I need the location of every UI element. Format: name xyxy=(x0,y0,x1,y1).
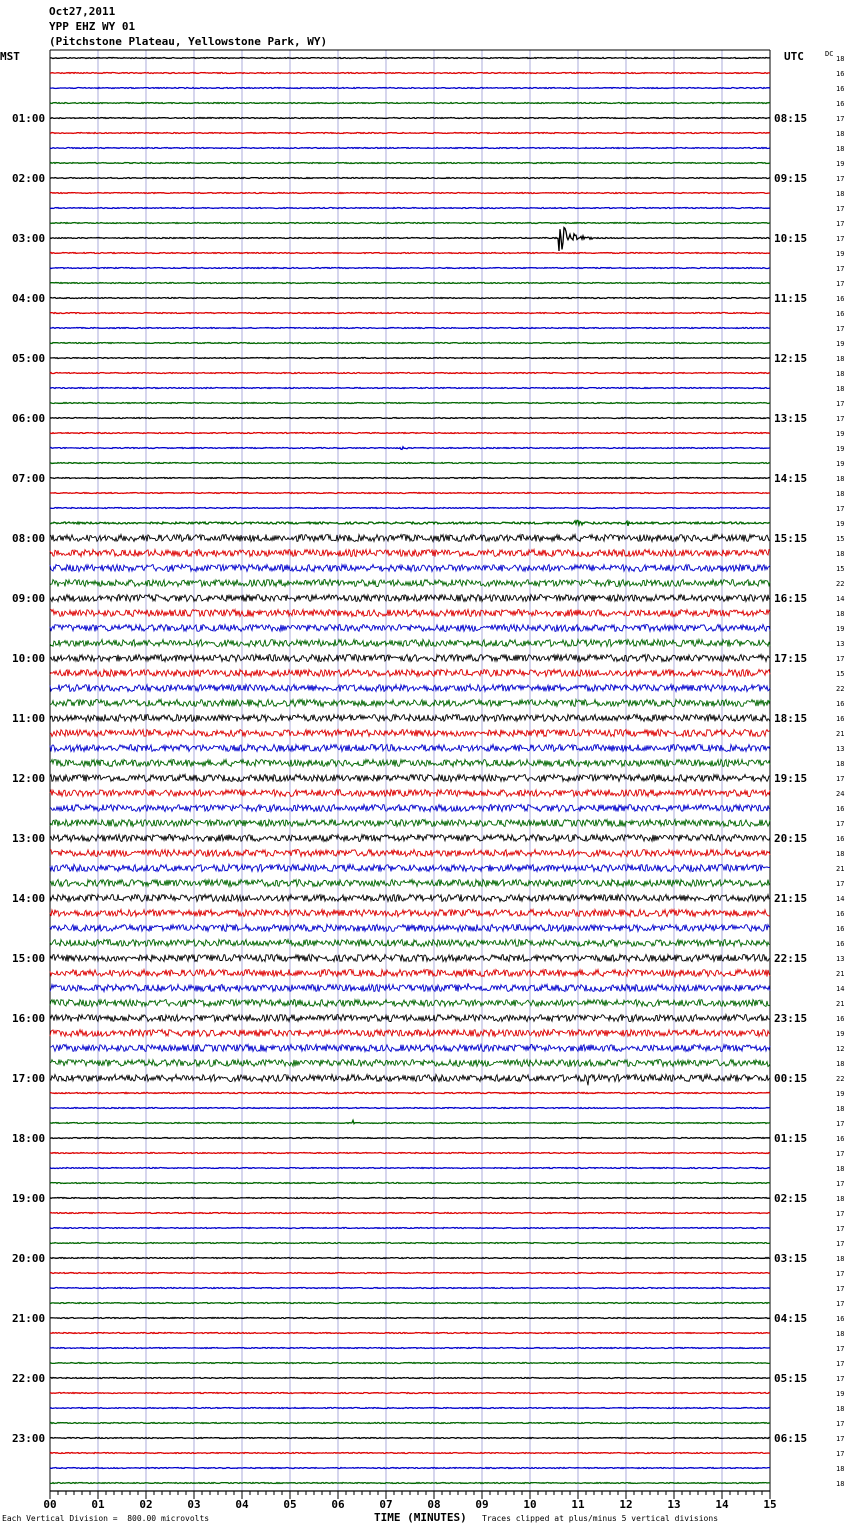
trace-row xyxy=(50,418,770,419)
utc-hour-label: 05:15 xyxy=(774,1372,808,1385)
trace-row xyxy=(50,1408,770,1409)
x-tick-label: 08 xyxy=(427,1498,441,1511)
dc-offset-label: 21 xyxy=(836,970,845,978)
dc-offset-label: 13 xyxy=(836,640,845,648)
trace-row xyxy=(50,1333,770,1334)
trace-row xyxy=(50,1108,770,1109)
trace-row xyxy=(50,223,770,224)
dc-offset-label: 13 xyxy=(836,955,845,963)
utc-hour-label: 12:15 xyxy=(774,352,808,365)
dc-offset-label: 17 xyxy=(836,220,845,228)
trace-row xyxy=(50,163,770,164)
trace-row xyxy=(50,1273,770,1274)
trace-row xyxy=(50,910,770,917)
utc-hour-label: 19:15 xyxy=(774,772,808,785)
dc-offset-label: 18 xyxy=(836,1165,845,1173)
mst-hour-label: 06:00 xyxy=(12,412,46,425)
dc-offset-label: 17 xyxy=(836,1420,845,1428)
trace-row xyxy=(50,1168,770,1169)
dc-offset-label: 16 xyxy=(836,310,845,318)
dc-offset-label: 17 xyxy=(836,775,845,783)
dc-offset-label: 17 xyxy=(836,265,845,273)
dc-offset-label: 16 xyxy=(836,910,845,918)
dc-offset-label: 14 xyxy=(836,595,845,603)
trace-row xyxy=(50,373,770,374)
dc-offset-label: 18 xyxy=(836,1465,845,1473)
mst-hour-label: 08:00 xyxy=(12,532,46,545)
trace-row xyxy=(50,865,770,872)
dc-offset-label: 15 xyxy=(836,670,845,678)
dc-offset-label: 18 xyxy=(836,1195,845,1203)
dc-offset-label: 17 xyxy=(836,1435,845,1443)
dc-offset-label: 24 xyxy=(836,790,845,798)
dc-offset-label: 17 xyxy=(836,415,845,423)
dc-offset-label: 19 xyxy=(836,460,845,468)
trace-row xyxy=(50,58,770,59)
trace-row xyxy=(50,253,770,254)
dc-offset-label: 19 xyxy=(836,430,845,438)
dc-offset-label: 14 xyxy=(836,895,845,903)
trace-row xyxy=(50,970,770,977)
station-location: (Pitchstone Plateau, Yellowstone Park, WY) xyxy=(49,35,328,48)
trace-row xyxy=(50,880,770,887)
x-tick-label: 13 xyxy=(667,1498,681,1511)
trace-row xyxy=(50,925,770,932)
dc-offset-label: 16 xyxy=(836,70,845,78)
dc-offset-label: 16 xyxy=(836,1015,845,1023)
trace-row xyxy=(50,1045,770,1052)
dc-offset-label: 16 xyxy=(836,100,845,108)
dc-offset-label: 17 xyxy=(836,1180,845,1188)
x-tick-label: 11 xyxy=(571,1498,585,1511)
trace-row xyxy=(50,118,770,119)
x-tick-label: 12 xyxy=(619,1498,633,1511)
dc-offset-label: 16 xyxy=(836,715,845,723)
mst-hour-label: 07:00 xyxy=(12,472,46,485)
dc-offset-label: 21 xyxy=(836,1000,845,1008)
dc-offset-label: 17 xyxy=(836,1345,845,1353)
utc-hour-label: 09:15 xyxy=(774,172,808,185)
dc-offset-label: 17 xyxy=(836,325,845,333)
dc-offset-label: 21 xyxy=(836,865,845,873)
trace-row xyxy=(50,670,770,677)
trace-row xyxy=(50,178,770,179)
dc-offset-label: 19 xyxy=(836,1090,845,1098)
trace-row xyxy=(50,715,770,722)
dc-offset-label: 21 xyxy=(836,730,845,738)
trace-row xyxy=(50,1363,770,1364)
mst-hour-label: 18:00 xyxy=(12,1132,46,1145)
trace-row xyxy=(50,208,770,209)
minute-grid xyxy=(50,50,770,1491)
dc-offset-label: 17 xyxy=(836,400,845,408)
dc-offset-label: 18 xyxy=(836,760,845,768)
dc-offset-label: 17 xyxy=(836,235,845,243)
scale-note: Each Vertical Division = 800.00 microvolts xyxy=(2,1514,210,1523)
trace-row xyxy=(50,520,770,525)
dc-offset-label: 16 xyxy=(836,925,845,933)
dc-offset-label: 17 xyxy=(836,280,845,288)
trace-row xyxy=(50,1060,770,1067)
dc-offset-label: 18 xyxy=(836,130,845,138)
trace-row xyxy=(50,640,770,647)
trace-row xyxy=(50,940,770,947)
mst-hour-label: 04:00 xyxy=(12,292,46,305)
dc-offset-label: 19 xyxy=(836,1390,845,1398)
trace-row xyxy=(50,790,770,797)
dc-offset-label: 16 xyxy=(836,835,845,843)
trace-row xyxy=(50,298,770,299)
mst-hour-label: 12:00 xyxy=(12,772,46,785)
trace-row xyxy=(50,745,770,752)
trace-row xyxy=(50,1030,770,1037)
dc-offset-label: 13 xyxy=(836,745,845,753)
dc-offset-label: 16 xyxy=(836,295,845,303)
trace-row xyxy=(50,760,770,767)
mst-hour-label: 17:00 xyxy=(12,1072,46,1085)
trace-row xyxy=(50,805,770,812)
utc-hour-label: 11:15 xyxy=(774,292,808,305)
trace-row xyxy=(50,685,770,692)
trace-row xyxy=(50,1092,770,1093)
dc-offset-label: 17 xyxy=(836,1210,845,1218)
dc-offset-label: 18 xyxy=(836,145,845,153)
dc-offset-label: 16 xyxy=(836,1315,845,1323)
trace-row xyxy=(50,983,770,991)
trace-row xyxy=(50,148,770,149)
trace-row xyxy=(50,955,770,962)
trace-row xyxy=(50,625,770,632)
dc-offset-label: 17 xyxy=(836,1375,845,1383)
utc-hour-label: 04:15 xyxy=(774,1312,808,1325)
dc-axis-label: DC xyxy=(825,50,834,58)
trace-row xyxy=(50,388,770,389)
mst-axis-label: MST xyxy=(0,50,20,63)
trace-row xyxy=(50,403,770,404)
utc-hour-label: 01:15 xyxy=(774,1132,808,1145)
mst-hour-label: 02:00 xyxy=(12,172,46,185)
dc-offset-label: 15 xyxy=(836,565,845,573)
trace-row xyxy=(50,1015,770,1022)
trace-row xyxy=(50,535,770,542)
x-tick-label: 01 xyxy=(91,1498,105,1511)
utc-hour-label: 22:15 xyxy=(774,952,808,965)
trace-row xyxy=(50,313,770,314)
trace-row xyxy=(50,343,770,344)
dc-offset-label: 17 xyxy=(836,115,845,123)
utc-hour-label: 14:15 xyxy=(774,472,808,485)
utc-hour-label: 16:15 xyxy=(774,592,808,605)
trace-row xyxy=(50,1000,770,1007)
utc-hour-label: 06:15 xyxy=(774,1432,808,1445)
mst-hour-label: 23:00 xyxy=(12,1432,46,1445)
utc-hour-label: 17:15 xyxy=(774,652,808,665)
trace-row xyxy=(50,1303,770,1304)
dc-offset-label: 19 xyxy=(836,520,845,528)
dc-offset-label: 18 xyxy=(836,355,845,363)
x-tick-label: 07 xyxy=(379,1498,393,1511)
trace-row xyxy=(50,268,770,269)
dc-offset-label: 18 xyxy=(836,1480,845,1488)
x-tick-label: 04 xyxy=(235,1498,249,1511)
x-axis-title: TIME (MINUTES) xyxy=(374,1511,467,1524)
trace-row xyxy=(50,580,770,587)
mst-hour-label: 01:00 xyxy=(12,112,46,125)
dc-offset-label: 17 xyxy=(836,1225,845,1233)
dc-offset-label: 18 xyxy=(836,850,845,858)
trace-row xyxy=(50,565,770,572)
trace-row xyxy=(50,655,770,662)
trace-row xyxy=(50,1393,770,1394)
dc-offset-label: 18 xyxy=(836,475,845,483)
dc-offset-label: 17 xyxy=(836,175,845,183)
trace-row xyxy=(50,1468,770,1469)
trace-row xyxy=(50,478,770,479)
dc-offset-label: 18 xyxy=(836,1330,845,1338)
mst-hour-label: 20:00 xyxy=(12,1252,46,1265)
utc-hour-label: 20:15 xyxy=(774,832,808,845)
trace-row xyxy=(50,1120,770,1123)
clip-note: Traces clipped at plus/minus 5 vertical divisions xyxy=(482,1514,719,1523)
mst-hour-label: 16:00 xyxy=(12,1012,46,1025)
trace-row xyxy=(50,1348,770,1349)
dc-offset-label: 17 xyxy=(836,655,845,663)
mst-hour-label: 21:00 xyxy=(12,1312,46,1325)
x-tick-label: 02 xyxy=(139,1498,153,1511)
dc-offset-label: 17 xyxy=(836,820,845,828)
dc-offset-label: 18 xyxy=(836,370,845,378)
mst-hour-label: 15:00 xyxy=(12,952,46,965)
x-tick-label: 06 xyxy=(331,1498,345,1511)
mst-hour-label: 14:00 xyxy=(12,892,46,905)
trace-row xyxy=(50,1423,770,1424)
x-tick-label: 05 xyxy=(283,1498,297,1511)
dc-offset-label: 19 xyxy=(836,1030,845,1038)
trace-row xyxy=(50,895,770,902)
dc-offset-label: 17 xyxy=(836,1450,845,1458)
trace-row xyxy=(50,1075,770,1086)
dc-offset-label: 22 xyxy=(836,1075,845,1083)
trace-row xyxy=(50,1198,770,1199)
dc-offset-label: 18 xyxy=(836,190,845,198)
trace-row xyxy=(50,775,770,782)
mst-hour-label: 09:00 xyxy=(12,592,46,605)
dc-offset-label: 12 xyxy=(836,1045,845,1053)
utc-hour-label: 08:15 xyxy=(774,112,808,125)
dc-offset-label: 18 xyxy=(836,1105,845,1113)
trace-row xyxy=(50,1183,770,1184)
dc-offset-label: 16 xyxy=(836,805,845,813)
dc-offset-label: 22 xyxy=(836,685,845,693)
dc-offset-label: 19 xyxy=(836,160,845,168)
trace-row xyxy=(50,820,770,827)
trace-row xyxy=(50,835,770,842)
dc-offset-label: 17 xyxy=(836,1240,845,1248)
trace-row xyxy=(50,463,770,464)
trace-row xyxy=(50,283,770,284)
x-tick-label: 15 xyxy=(763,1498,777,1511)
dc-offset-label: 18 xyxy=(836,610,845,618)
trace-row xyxy=(50,700,770,707)
trace-row xyxy=(50,1288,770,1289)
x-tick-label: 03 xyxy=(187,1498,201,1511)
trace-row xyxy=(50,1453,770,1454)
dc-offset-label: 17 xyxy=(836,880,845,888)
trace-row xyxy=(50,103,770,104)
trace-row xyxy=(50,1258,770,1259)
chart-date: Oct27,2011 xyxy=(49,5,116,18)
x-tick-label: 10 xyxy=(523,1498,537,1511)
dc-offset-label: 19 xyxy=(836,340,845,348)
utc-hour-label: 10:15 xyxy=(774,232,808,245)
trace-row xyxy=(50,73,770,74)
x-tick-label: 14 xyxy=(715,1498,729,1511)
utc-hour-label: 02:15 xyxy=(774,1192,808,1205)
dc-offset-label: 18 xyxy=(836,1060,845,1068)
utc-axis-label: UTC xyxy=(784,50,804,63)
x-tick-label: 00 xyxy=(43,1498,57,1511)
dc-offset-label: 17 xyxy=(836,205,845,213)
mst-hour-label: 05:00 xyxy=(12,352,46,365)
trace-row xyxy=(50,1153,770,1154)
trace-rows xyxy=(50,58,770,1484)
trace-row xyxy=(50,88,770,89)
trace-row xyxy=(50,1318,770,1319)
dc-offset-label: 16 xyxy=(836,940,845,948)
mst-hour-label: 03:00 xyxy=(12,232,46,245)
dc-offset-label: 19 xyxy=(836,445,845,453)
mst-hour-label: 22:00 xyxy=(12,1372,46,1385)
trace-row xyxy=(50,1243,770,1244)
mst-hour-label: 10:00 xyxy=(12,652,46,665)
dc-offset-label: 19 xyxy=(836,250,845,258)
trace-row xyxy=(50,228,770,252)
dc-offset-label: 22 xyxy=(836,580,845,588)
dc-offset-label: 17 xyxy=(836,1360,845,1368)
dc-offset-label: 18 xyxy=(836,1255,845,1263)
dc-offset-label: 16 xyxy=(836,85,845,93)
x-tick-label: 09 xyxy=(475,1498,489,1511)
trace-row xyxy=(50,1483,770,1484)
utc-hour-label: 00:15 xyxy=(774,1072,808,1085)
utc-hour-label: 21:15 xyxy=(774,892,808,905)
mst-hour-label: 13:00 xyxy=(12,832,46,845)
dc-offset-label: 19 xyxy=(836,625,845,633)
dc-offset-label: 18 xyxy=(836,55,845,63)
trace-row xyxy=(50,447,770,450)
trace-row xyxy=(50,1438,770,1439)
dc-offset-label: 17 xyxy=(836,1120,845,1128)
trace-row xyxy=(50,550,770,557)
trace-row xyxy=(50,850,770,857)
dc-offset-label: 14 xyxy=(836,985,845,993)
dc-offset-label: 16 xyxy=(836,700,845,708)
trace-row xyxy=(50,610,770,617)
utc-hour-label: 13:15 xyxy=(774,412,808,425)
trace-row xyxy=(50,358,770,359)
trace-row xyxy=(50,1228,770,1229)
dc-offset-label: 18 xyxy=(836,385,845,393)
dc-offset-label: 16 xyxy=(836,1135,845,1143)
trace-row xyxy=(50,1213,770,1214)
trace-row xyxy=(50,1378,770,1379)
dc-offset-label: 18 xyxy=(836,550,845,558)
trace-row xyxy=(50,595,770,602)
trace-row xyxy=(50,328,770,329)
utc-hour-label: 03:15 xyxy=(774,1252,808,1265)
trace-row xyxy=(50,493,770,494)
dc-offset-label: 17 xyxy=(836,505,845,513)
time-axis xyxy=(43,1491,776,1511)
station-code: YPP EHZ WY 01 xyxy=(49,20,136,33)
trace-row xyxy=(50,193,770,194)
utc-hour-label: 15:15 xyxy=(774,532,808,545)
trace-row xyxy=(50,730,770,737)
dc-offset-label: 15 xyxy=(836,535,845,543)
dc-offset-label: 18 xyxy=(836,1405,845,1413)
dc-offset-label: 17 xyxy=(836,1300,845,1308)
trace-row xyxy=(50,508,770,509)
utc-hour-label: 18:15 xyxy=(774,712,808,725)
mst-hour-label: 19:00 xyxy=(12,1192,46,1205)
dc-offset-label: 17 xyxy=(836,1270,845,1278)
dc-offset-label: 17 xyxy=(836,1285,845,1293)
dc-offset-label: 17 xyxy=(836,1150,845,1158)
dc-offset-label: 18 xyxy=(836,490,845,498)
trace-row xyxy=(50,1138,770,1139)
utc-hour-label: 23:15 xyxy=(774,1012,808,1025)
mst-hour-label: 11:00 xyxy=(12,712,46,725)
trace-row xyxy=(50,133,770,134)
trace-row xyxy=(50,433,770,434)
